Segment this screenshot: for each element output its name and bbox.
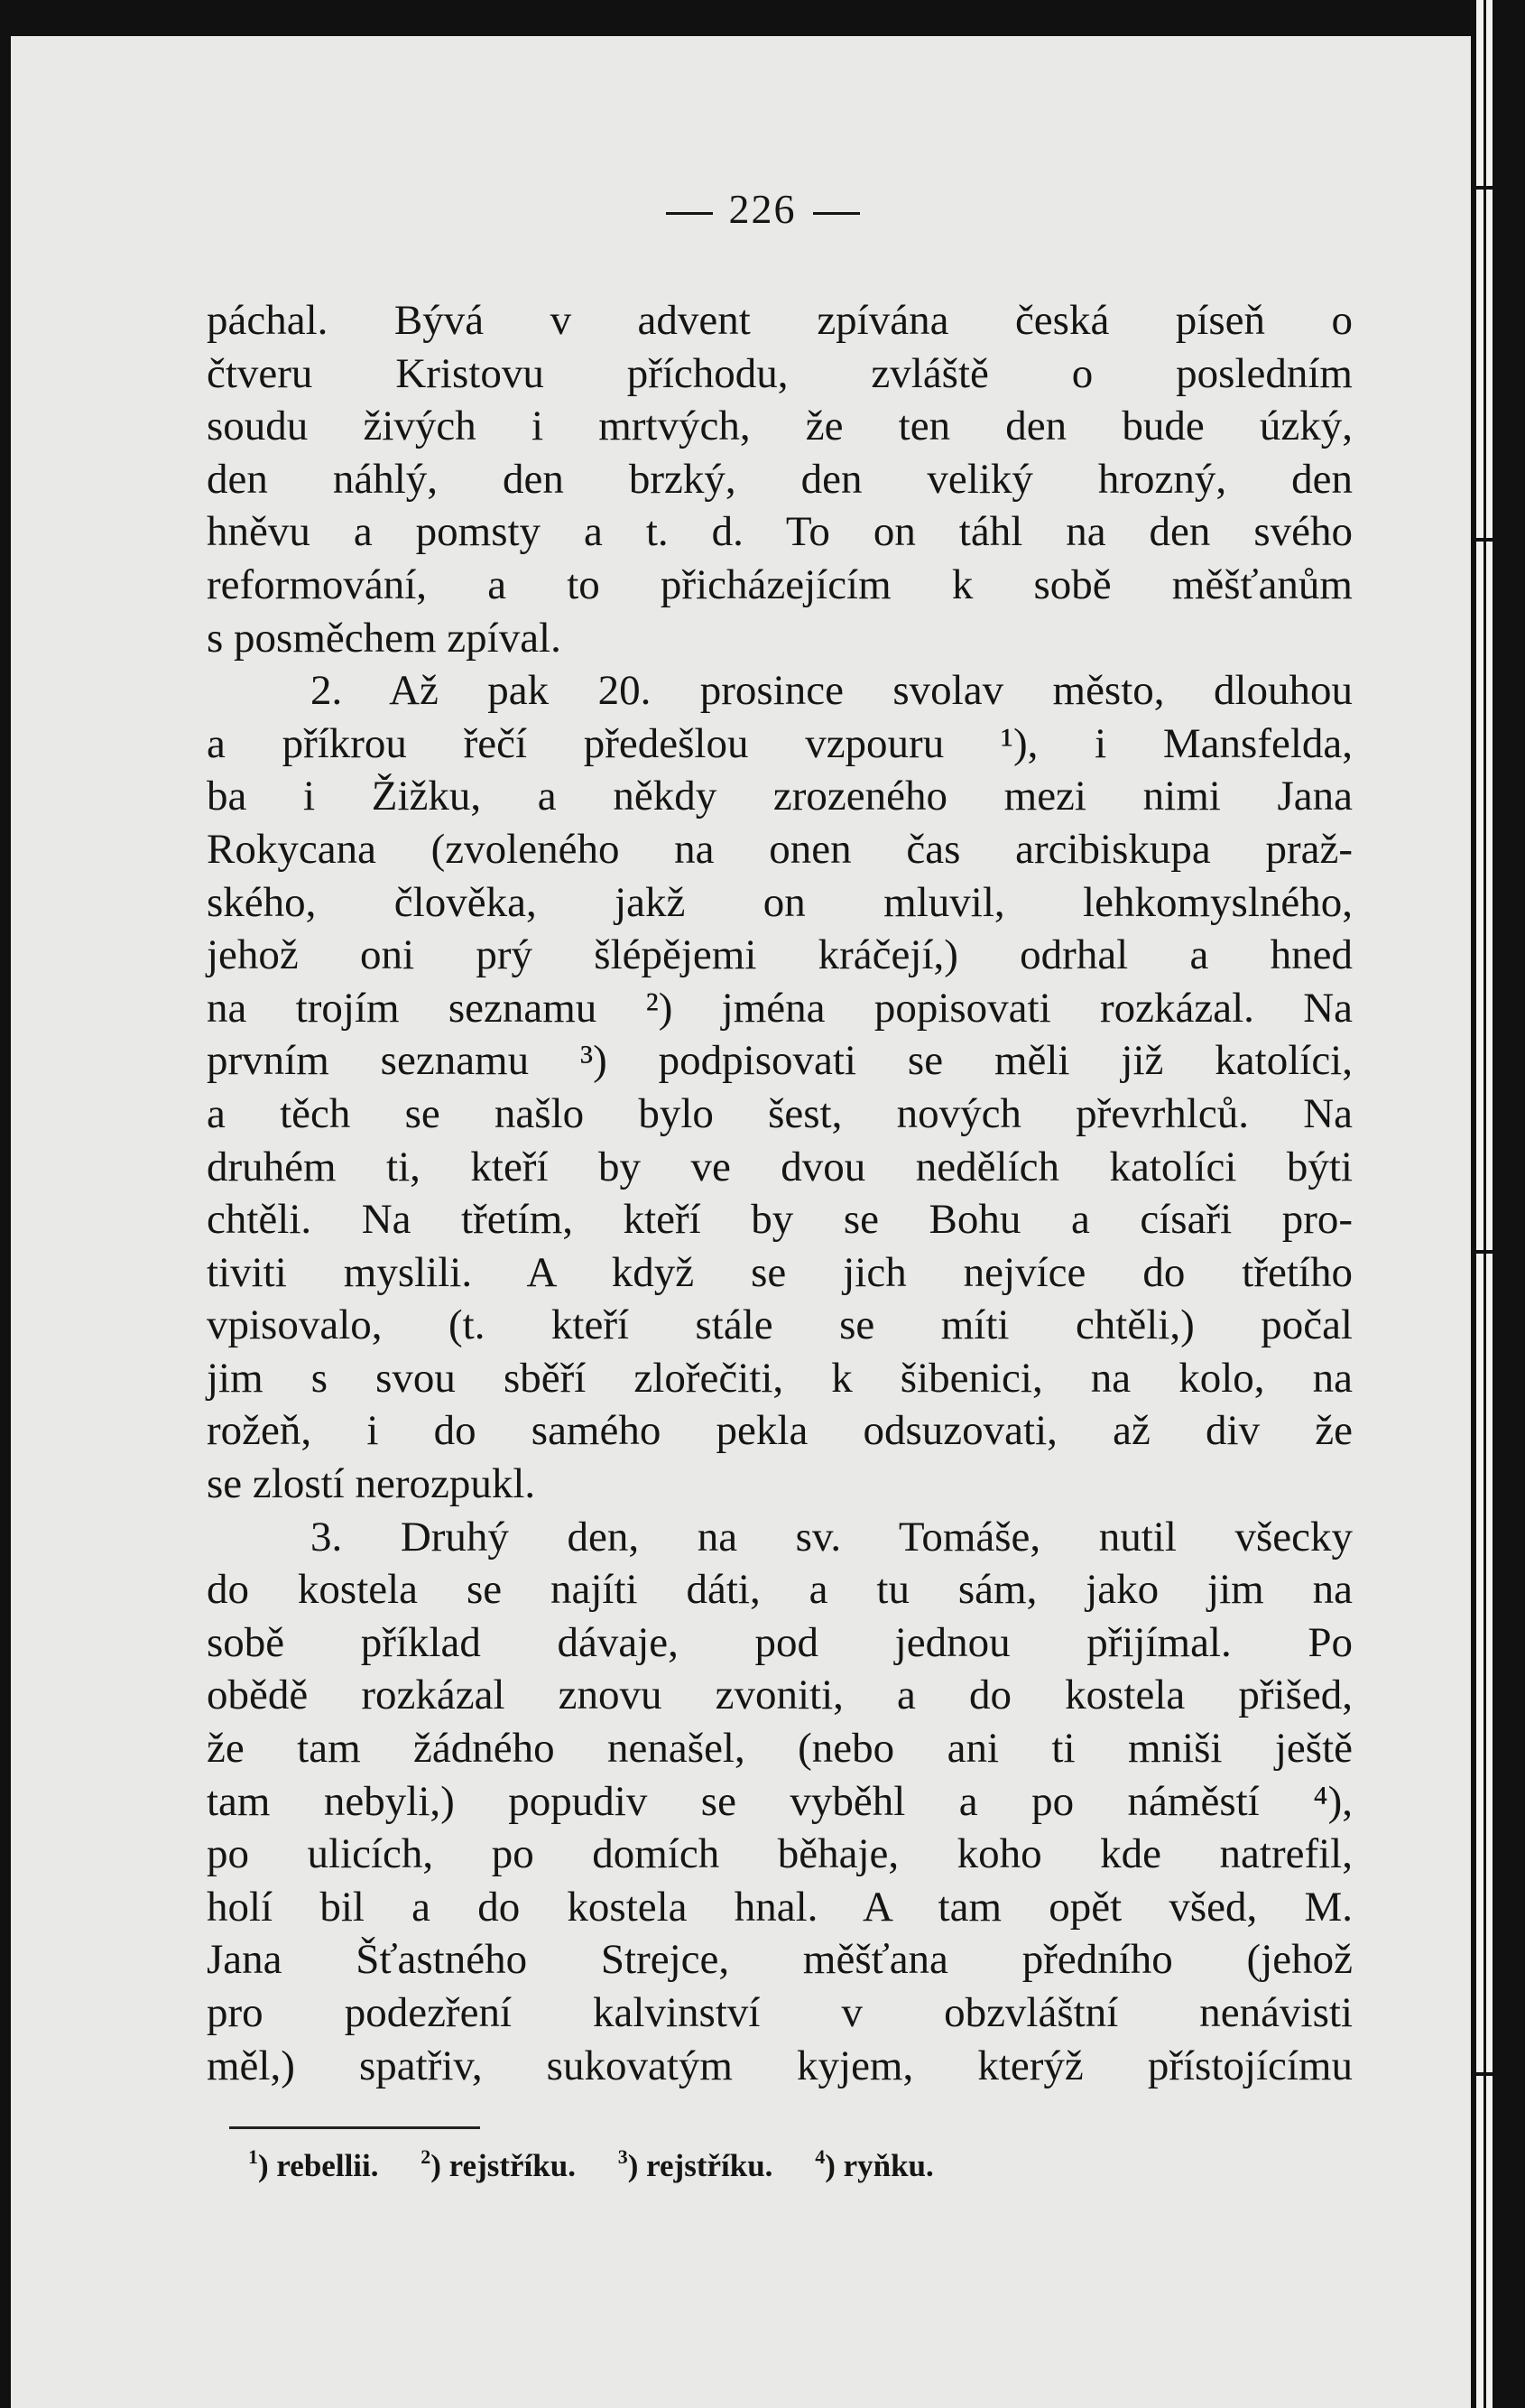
text-line: chtěli. Na třetím, kteří by se Bohu a císaři pro-: [207, 1196, 1353, 1244]
text-line: do kostela se najíti dáti, a tu sám, jako jim na: [207, 1566, 1353, 1614]
footnote-4: [815, 2145, 934, 2184]
footnote-1: [248, 2145, 379, 2184]
page-number: 226: [728, 186, 797, 232]
text-line: na trojím seznamu ²) jména popisovati rozkázal. Na: [207, 984, 1353, 1032]
text-line: vpisovalo, (t. kteří stále se míti chtěli,) počal: [207, 1301, 1353, 1349]
header-dash-right: [813, 212, 860, 215]
text-line: po ulicích, po domích běhaje, koho kde natrefil,: [207, 1830, 1353, 1878]
text-line: prvním seznamu ³) podpisovati se měli již katolíci,: [207, 1037, 1353, 1085]
text-line: obědě rozkázal znovu zvoniti, a do kostela přišed,: [207, 1672, 1353, 1719]
text-line: 2. Až pak 20. prosince svolav město, dlouhou: [310, 667, 1353, 715]
text-line: a těch se našlo bylo šest, nových převrhlců. Na: [207, 1089, 1353, 1137]
header-dash-left: [666, 212, 713, 215]
footnote-text: ) rejstříku.: [627, 2148, 773, 2183]
text-line: s posměchem zpíval.: [207, 614, 561, 662]
text-line: ského, člověka, jakž on mluvil, lehkomyslného,: [207, 878, 1353, 926]
footnote-mark: 1: [248, 2145, 258, 2168]
text-line: hněvu a pomsty a t. d. To on táhl na den svého: [207, 508, 1353, 556]
text-line: tam nebyli,) popudiv se vyběhl a po náměstí ⁴),: [207, 1777, 1353, 1825]
text-line: 3. Druhý den, na sv. Tomáše, nutil všecky: [310, 1513, 1353, 1561]
page-edge-line: [1483, 0, 1486, 2408]
text-line: den náhlý, den brzký, den veliký hrozný, den: [207, 455, 1353, 503]
body-text: [207, 294, 1353, 2092]
footnote-mark: 4: [815, 2145, 826, 2168]
text-line: jehož oni prý šlépějemi kráčejí,) odrhal a hned: [207, 931, 1353, 979]
text-line: páchal. Bývá v advent zpívána česká píseň o: [207, 297, 1353, 344]
text-line: pro podezření kalvinství v obzvláštní nenávisti: [207, 1989, 1353, 2036]
text-line: Jana Šťastného Strejce, měšťana předního (jehož: [207, 1936, 1353, 1984]
text-line: se zlostí nerozpukl.: [207, 1460, 536, 1508]
footnote-2: [421, 2145, 576, 2184]
text-line: holí bil a do kostela hnal. A tam opět všed, M.: [207, 1883, 1353, 1931]
footnote-rule: [229, 2126, 480, 2129]
text-line: měl,) spatřiv, sukovatým kyjem, kterýž přístojícímu: [207, 2042, 1353, 2089]
text-line: rožeň, i do samého pekla odsuzovati, až div že: [207, 1407, 1353, 1455]
text-line: Rokycana (zvoleného na onen čas arcibiskupa praž-: [207, 825, 1353, 873]
edge-tick: [1471, 538, 1498, 542]
text-line: reformování, a to přicházejícím k sobě měšťanům: [207, 560, 1353, 608]
text-line: druhém ti, kteří by ve dvou nedělích katolíci býti: [207, 1143, 1353, 1190]
edge-tick: [1471, 2072, 1498, 2076]
page-header: [0, 185, 1525, 233]
footnotes: [248, 2145, 1241, 2184]
footnote-text: ) rejstříku.: [430, 2148, 576, 2183]
text-line: čtveru Kristovu příchodu, zvláště o posledním: [207, 349, 1353, 397]
text-line: tiviti myslili. A když se jich nejvíce do třetího: [207, 1248, 1353, 1296]
text-line: že tam žádného nenašel, (nebo ani ti mniši ještě: [207, 1725, 1353, 1773]
footnote-text: ) rebellii.: [258, 2148, 379, 2183]
edge-tick: [1471, 1250, 1498, 1254]
footnote-3: [617, 2145, 773, 2184]
text-line: ba i Žižku, a někdy zrozeného mezi nimi Jana: [207, 773, 1353, 820]
text-line: soudu živých i mrtvých, že ten den bude úzký,: [207, 403, 1353, 450]
footnote-mark: 2: [421, 2145, 431, 2168]
footnote-text: ) ryňku.: [825, 2148, 934, 2183]
footnote-mark: 3: [617, 2145, 628, 2168]
text-line: sobě příklad dávaje, pod jednou přijímal. Po: [207, 1618, 1353, 1666]
text-line: a příkrou řečí předešlou vzpouru ¹), i Mansfelda,: [207, 719, 1353, 767]
text-line: jim s svou sběří zlořečiti, k šibenici, na kolo, na: [207, 1354, 1353, 1402]
